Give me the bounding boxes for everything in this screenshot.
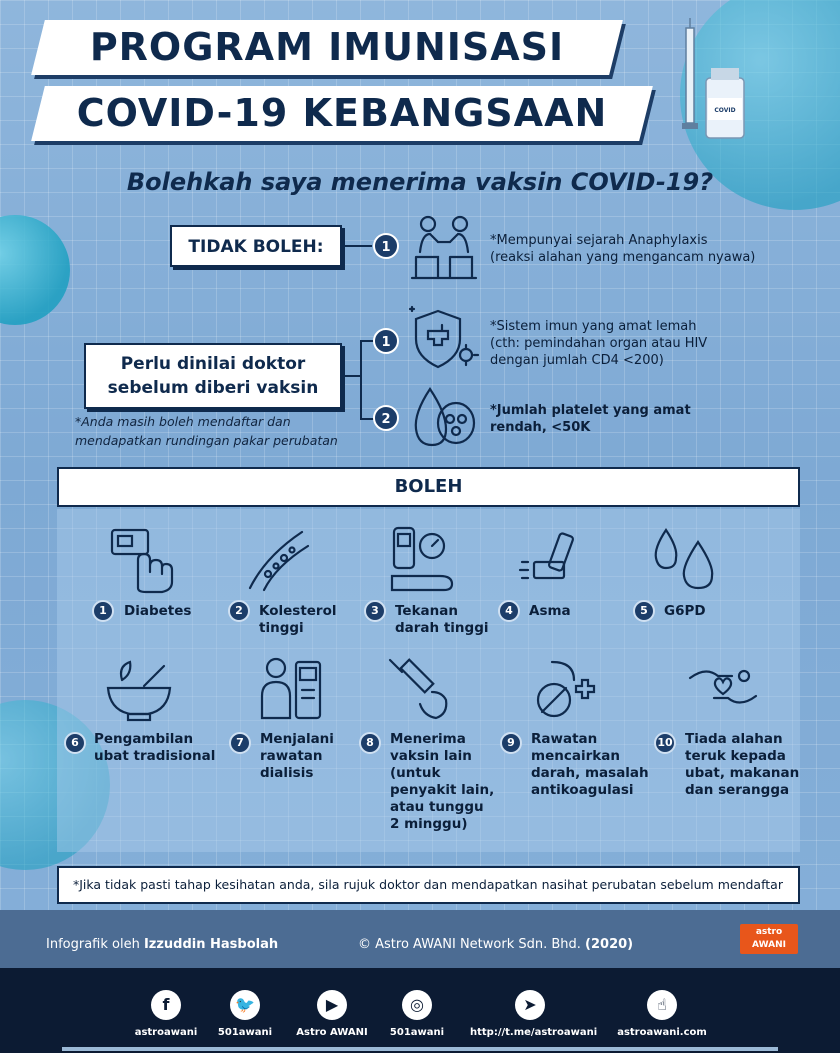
title-banner-2: [31, 86, 653, 141]
blood-drops-icon: [650, 526, 720, 592]
credit-name: Izzuddin Hasbolah: [143, 937, 279, 952]
blood-pressure-icon: [388, 524, 460, 594]
credit-text: Infografik oleh Izzuddin Hasbolah: [46, 937, 279, 952]
telegram-icon[interactable]: ➤: [515, 990, 545, 1020]
boleh-number-10: 10: [654, 732, 676, 754]
instagram-icon[interactable]: ◎: [402, 990, 432, 1020]
boleh-number-7: 7: [229, 732, 251, 754]
social-telegram[interactable]: ➤ http://t.me/astroawani: [470, 990, 590, 1038]
connector-line: [360, 340, 362, 420]
perlu-dinilai-note: [75, 412, 338, 450]
boleh-number-9: 9: [500, 732, 522, 754]
note-line-1: *Anda masih boleh mendaftar dan: [75, 414, 291, 429]
connector-line: [342, 375, 360, 377]
virus-decoration-icon: [0, 215, 70, 325]
boleh-number-4: 4: [498, 600, 520, 622]
title-line-1: PROGRAM IMUNISASI: [89, 25, 565, 69]
artery-icon: [246, 526, 314, 592]
boleh-item-8: Menerima vaksin lain (untuk penyakit lain, atau tunggu 2 minggu): [390, 731, 495, 832]
boleh-item-10: Tiada alahan teruk kepada ubat, makanan dan serangga: [685, 731, 800, 798]
twitter-icon[interactable]: 🐦: [230, 990, 260, 1020]
perlu-dinilai-line-2: sebelum diberi vaksin: [107, 378, 319, 398]
connector-line: [342, 245, 372, 247]
copyright-year: (2020): [585, 937, 634, 952]
social-instagram[interactable]: ◎ 501awani: [357, 990, 477, 1038]
astro-awani-logo[interactable]: astro AWANI: [740, 924, 798, 954]
immune-detail-1: (cth: pemindahan organ atau HIV: [490, 336, 708, 351]
main-question: Bolehkah saya menerima vaksin COVID-19?: [126, 168, 714, 196]
boleh-item-3: Tekanan darah tinggi: [395, 603, 489, 636]
social-twitter[interactable]: 🐦 501awani: [185, 990, 305, 1038]
glucometer-icon: [108, 526, 180, 594]
tidak-boleh-label: TIDAK BOLEH:: [170, 225, 342, 267]
immune-shield-icon: [408, 305, 482, 375]
perlu-dinilai-label: [84, 343, 342, 409]
svg-text:COVID: COVID: [714, 107, 736, 114]
social-facebook[interactable]: f astroawani: [106, 990, 226, 1038]
doctor-patient-icon: [408, 212, 480, 282]
connector-line: [360, 418, 374, 420]
mortar-icon: [104, 658, 174, 722]
anticoagulant-icon: [532, 656, 598, 722]
boleh-item-4: Asma: [529, 603, 571, 619]
boleh-number-2: 2: [228, 600, 250, 622]
anaphylaxis-title: *Mempunyai sejarah Anaphylaxis: [490, 233, 708, 248]
perlu-number-2: 2: [373, 405, 399, 431]
boleh-item-9: Rawatan mencairkan darah, masalah antikoagulasi: [531, 731, 649, 798]
title-line-2: COVID-19 KEBANGSAAN: [76, 91, 608, 135]
bottom-accent-line: [62, 1047, 778, 1051]
perlu-item-1: [490, 318, 707, 369]
dialysis-icon: [258, 654, 324, 722]
boleh-item-7: Menjalani rawatan dialisis: [260, 731, 334, 781]
perlu-number-1: 1: [373, 328, 399, 354]
tidak-boleh-number-1: 1: [373, 233, 399, 259]
boleh-number-1: 1: [92, 600, 114, 622]
web-icon[interactable]: ☝: [647, 990, 677, 1020]
boleh-item-1: Diabetes: [124, 603, 192, 619]
syringe-vial-icon: [678, 18, 748, 148]
boleh-item-5: G6PD: [664, 603, 706, 619]
boleh-item-2: Kolesterol tinggi: [259, 603, 337, 636]
perlu-dinilai-line-1: Perlu dinilai doktor: [120, 354, 306, 374]
platelet-title-1: *Jumlah platelet yang amat: [490, 403, 691, 418]
boleh-item-6: Pengambilan ubat tradisional: [94, 731, 216, 764]
boleh-header: BOLEH: [57, 467, 800, 507]
youtube-icon[interactable]: ▶: [317, 990, 347, 1020]
vaccine-icon: [386, 656, 452, 722]
footer-credits: [0, 910, 840, 968]
boleh-number-8: 8: [359, 732, 381, 754]
connector-line: [360, 340, 374, 342]
immune-title: *Sistem imun yang amat lemah: [490, 319, 697, 334]
boleh-number-3: 3: [364, 600, 386, 622]
note-line-2: mendapatkan rundingan pakar perubatan: [75, 433, 338, 448]
platelet-title-2: rendah, <50K: [490, 420, 591, 435]
tidak-boleh-item-1: [490, 232, 755, 266]
disclaimer: *Jika tidak pasti tahap kesihatan anda, sila rujuk doktor dan mendapatkan nasihat perubatan sebelum mendaftar: [57, 866, 800, 904]
boleh-number-5: 5: [633, 600, 655, 622]
social-web[interactable]: ☝ astroawani.com: [602, 990, 722, 1038]
platelet-drop-icon: [410, 385, 478, 449]
facebook-icon[interactable]: f: [151, 990, 181, 1020]
care-hands-icon: [688, 656, 758, 716]
perlu-item-2: [490, 402, 691, 436]
immune-detail-2: dengan jumlah CD4 <200): [490, 353, 664, 368]
inhaler-icon: [518, 532, 578, 590]
social-youtube[interactable]: ▶ Astro AWANI: [272, 990, 392, 1038]
copyright-text: © Astro AWANI Network Sdn. Bhd. (2020): [358, 937, 634, 952]
title-banner-1: [31, 20, 623, 75]
anaphylaxis-detail: (reaksi alahan yang mengancam nyawa): [490, 250, 756, 265]
boleh-number-6: 6: [64, 732, 86, 754]
